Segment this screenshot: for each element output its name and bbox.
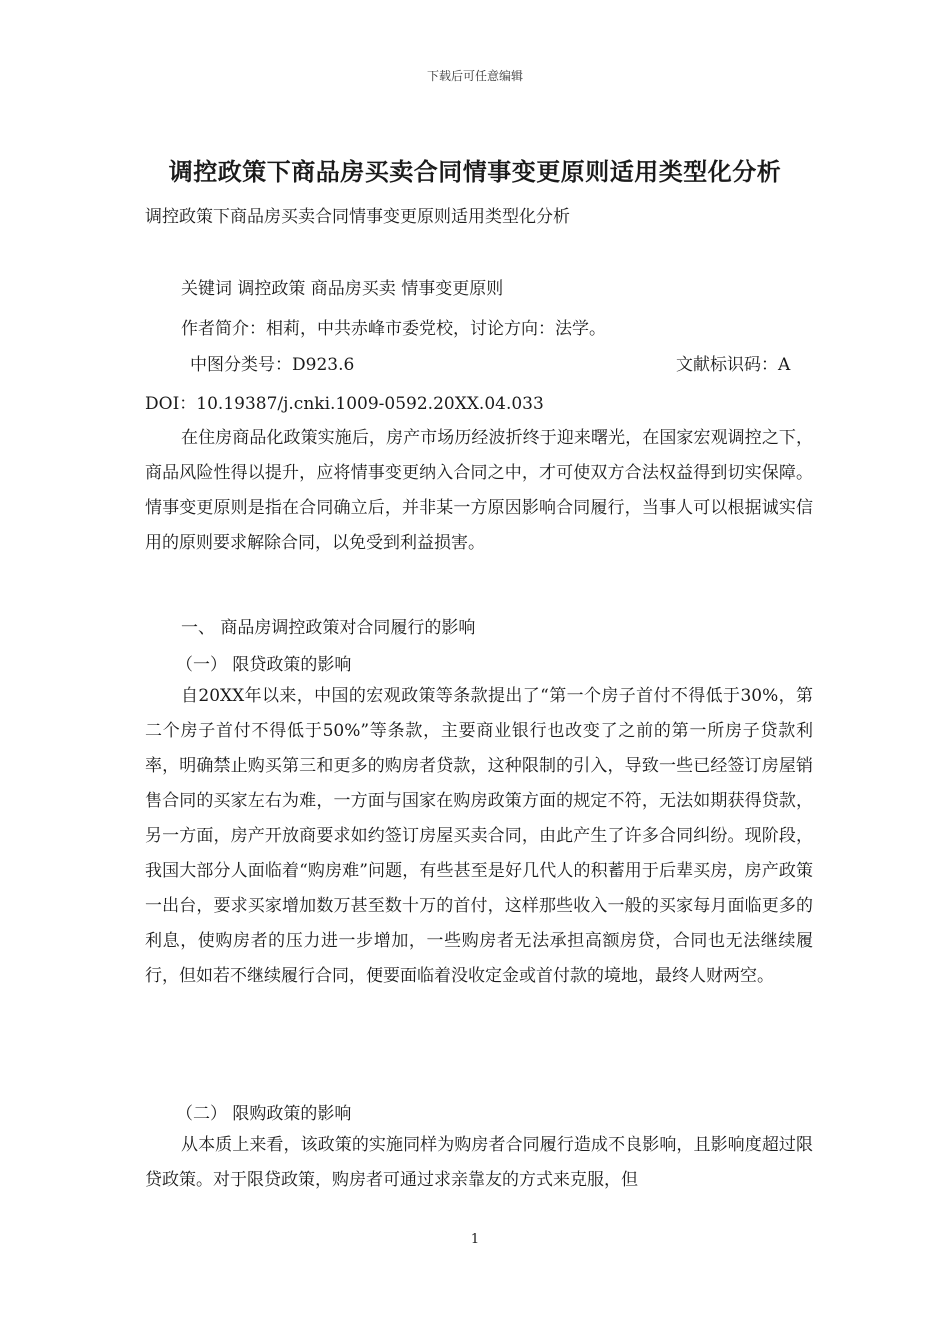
keywords: 关键词 调控政策 商品房买卖 情事变更原则: [181, 279, 504, 299]
author-intro: 作者简介：相莉，中共赤峰市委党校，讨论方向：法学。: [181, 319, 606, 339]
document-title: 调控政策下商品房买卖合同情事变更原则适用类型化分析: [168, 157, 782, 186]
subsection-heading-2: （二） 限购政策的影响: [176, 1104, 352, 1124]
body-paragraph-2: 从本质上来看，该政策的实施同样为购房者合同履行造成不良影响，且影响度超过限贷政策。对于限贷政策，购房者可通过求亲靠友的方式来克服，但: [145, 1135, 813, 1190]
classification-number: 中图分类号：D923.6: [190, 355, 355, 375]
header-note: 下载后可任意编辑: [426, 69, 523, 83]
document-subtitle: 调控政策下商品房买卖合同情事变更原则适用类型化分析: [145, 207, 570, 227]
page-number: 1: [470, 1232, 480, 1247]
doi: DOI：10.19387/j.cnki.1009-0592.20XX.04.033: [145, 394, 544, 414]
document-code: 文献标识码：A: [676, 355, 791, 375]
subsection-heading-1: （一） 限贷政策的影响: [176, 655, 352, 675]
intro-paragraph: 在住房商品化政策实施后，房产市场历经波折终于迎来曙光，在国家宏观调控之下，商品风险性得以提升，应将情事变更纳入合同之中，才可使双方合法权益得到切实保障。情事变更原则是指在合同确立后，并非某一方原因影响合同履行，当事人可以根据诚实信用的原则要求解除合同，以免受到利益损害。: [145, 428, 813, 553]
body-paragraph-1: 自20XX年以来，中国的宏观政策等条款提出了“第一个房子首付不得低于30%，第二个房子首付不得低于50%”等条款，主要商业银行也改变了之前的第一所房子贷款利率，明确禁止购买第三和更多的购房者贷款，这种限制的引入，导致一些已经签订房屋销售合同的买家左右为难，一方面与国家在购房政策方面的规定不符，无法如期获得贷款，另一方面，房产开放商要求如约签订房屋买卖合同，由此产生了许多合同纠纷。现阶段，我国大部分人面临着“购房难”问题，有些甚至是好几代人的积蓄用于后辈买房，房产政策一出台，要求买家增加数万甚至数十万的首付，这样那些收入一般的买家每月面临更多的利息，使购房者的压力进一步增加，一些购房者无法承担高额房贷，合同也无法继续履行，但如若不继续履行合同，便要面临着没收定金或首付款的境地，最终人财两空。: [145, 686, 813, 986]
section-heading-1: 一、 商品房调控政策对合同履行的影响: [181, 618, 476, 638]
